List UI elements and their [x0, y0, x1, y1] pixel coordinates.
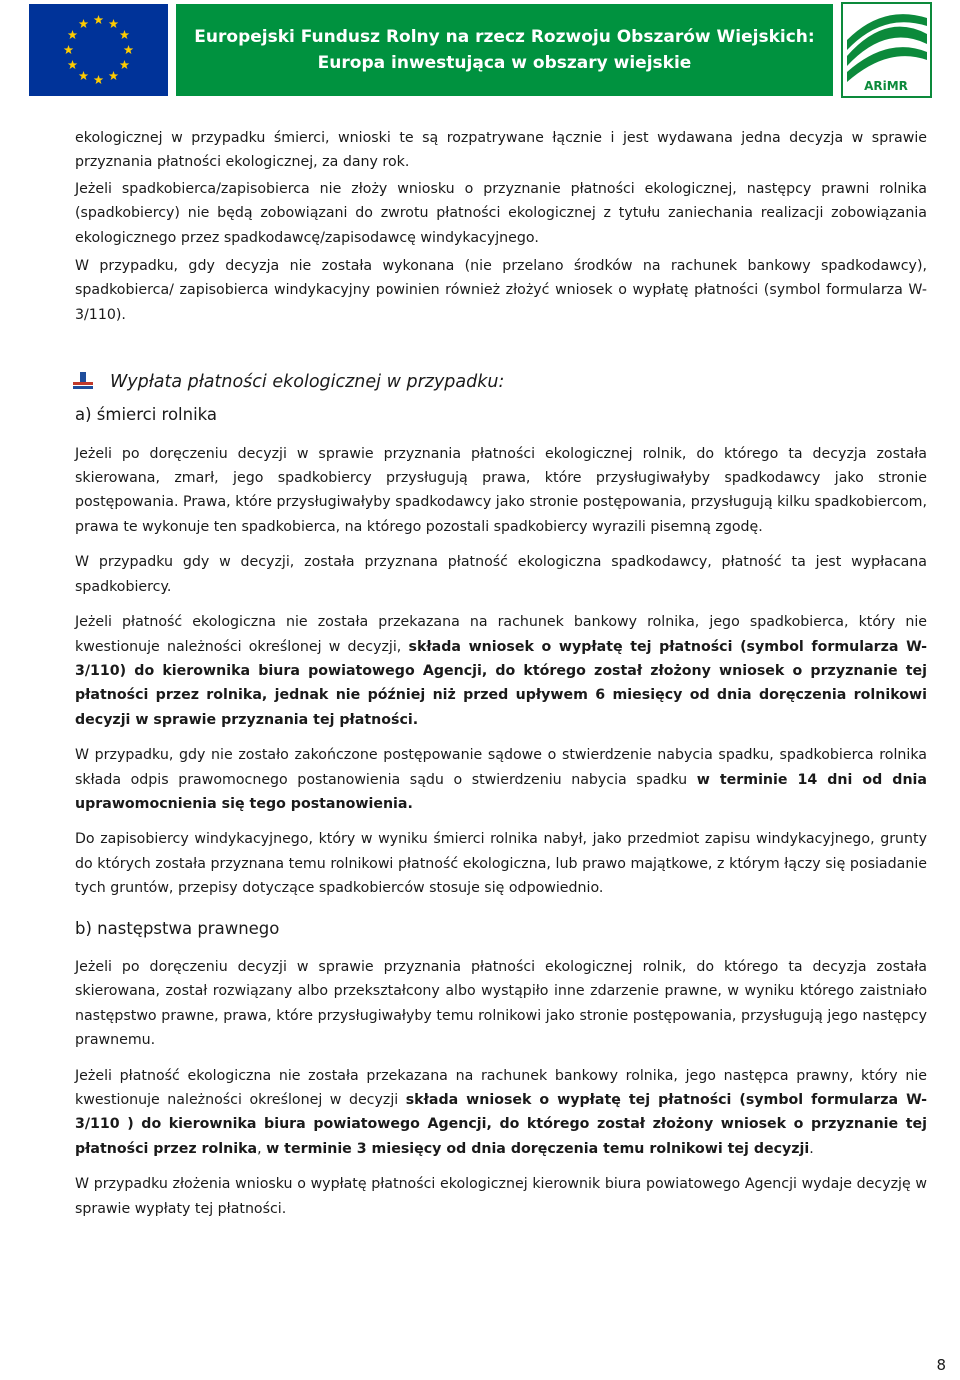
header-title-line1: Europejski Fundusz Rolny na rzecz Rozwoju Obszarów Wiejskich: — [194, 27, 815, 47]
paragraph: Jeżeli po doręczeniu decyzji w sprawie przyznania płatności ekologicznej rolnik, do którego ta decyzja została skierowana, zmarł, jego spadkobiercy przysługują prawa, które przysługiwałyby spadkodawcy jako stronie postępowania. Prawa, które przysługiwałyby spadkodawcy jako stronie postępowania, przysługują kilku spadkobiercom, prawa te wykonuje ten spadkobierca, na którego pozostali spadkobiercy wyrazili pisemną zgodę. — [75, 445, 927, 535]
subsection-heading-b: b) następstwa prawnego — [75, 918, 280, 938]
text-span: . — [809, 1140, 814, 1157]
arrow-down-bullet-icon — [72, 371, 94, 393]
document-body — [75, 126, 927, 1232]
paragraph: Jeżeli po doręczeniu decyzji w sprawie przyznania płatności ekologicznej rolnik, do którego ta decyzja została skierowana, został rozwiązany albo przekształcony albo wystąpiło inne zdarzenie prawne, w wyniku którego zaistniało następstwo prawne, prawa, które przysługiwałyby temu rolnikowi jako stronie postępowania, przysługują jego następcy prawnemu. — [75, 958, 927, 1049]
bold-text-span: w terminie 14 dni od dnia uprawomocnienia się tego postanowienia. — [75, 771, 927, 812]
paragraph — [75, 610, 927, 732]
paragraph: Jeżeli spadkobierca/zapisobierca nie złoży wniosku o przyznanie płatności ekologicznej, następcy prawni rolnika (spadkobiercy) nie będą zobowiązani do zwrotu płatności ekologicznej z tytułu zaniechania realizacji zobowiązania ekologicznego przez spadkodawcę/zapisodawcę windykacyjnego. — [75, 180, 927, 246]
text-span: Jeżeli płatność ekologiczna nie została przekazana na rachunek bankowy rolnika, jego spadkobierca, który nie kwestionuje należności określonej w decyzji, — [75, 614, 927, 655]
paragraph: W przypadku złożenia wniosku o wypłatę płatności ekologicznej kierownik biura powiatowego Agencji wydaje decyzję w sprawie wypłaty tej płatności. — [75, 1176, 927, 1217]
page-header — [0, 0, 960, 103]
eu-flag-logo — [29, 4, 168, 96]
bold-text-span: składa wniosek o wypłatę tej płatności (symbol formularza W-3/110 ) do kierownika biura powiatowego Agencji, do którego został złożony wniosek o przyznanie tej płatności przez rolnika — [75, 1092, 927, 1157]
text-span: Jeżeli płatność ekologiczna nie została przekazana na rachunek bankowy rolnika, jego następca prawny, który nie kwestionuje należności określonej w decyzji — [75, 1067, 927, 1108]
paragraph: W przypadku gdy w decyzji, została przyznana płatność ekologiczna spadkodawcy, płatność ta jest wypłacana spadkobiercy. — [75, 554, 927, 595]
arimr-logo — [841, 2, 932, 98]
section-heading — [75, 369, 927, 395]
arimr-logo-text: ARiMR — [864, 79, 908, 93]
header-title-line2: Europa inwestująca w obszary wiejskie — [317, 53, 692, 73]
bold-text-span: w terminie 3 miesięcy od dnia doręczenia temu rolnikowi tej decyzji — [266, 1140, 810, 1157]
page-number: 8 — [936, 1356, 946, 1374]
paragraph — [75, 743, 927, 816]
paragraph: Do zapisobiercy windykacyjnego, który w wyniku śmierci rolnika nabył, jako przedmiot zapisu windykacyjnego, grunty do których została przyznana temu rolnikowi płatność ekologiczna, lub prawo majątkowe, z którym łączy się posiadanie tych gruntów, przepisy dotyczące spadkobierców stosuje się odpowiednio. — [75, 831, 927, 897]
header-title-banner — [176, 4, 833, 96]
section-heading-text: Wypłata płatności ekologicznej w przypadku: — [110, 372, 505, 393]
text-span: , — [257, 1140, 267, 1157]
bold-text-span: składa wniosek o wypłatę tej płatności (symbol formularza W-3/110) do kierownika biura powiatowego Agencji, do którego został złożony wniosek o przyznanie tej płatności przez rolnika, jednak nie później niż przed upływem 6 miesięcy od dnia doręczenia rolnikowi decyzji w sprawie przyznania tej płatności. — [75, 638, 927, 728]
paragraph: ekologicznej w przypadku śmierci, wnioski te są rozpatrywane łącznie i jest wydawana jedna decyzja w sprawie przyznania płatności ekologicznej, za dany rok. — [75, 130, 927, 171]
subsection-heading-a: a) śmierci rolnika — [75, 405, 218, 425]
text-span: W przypadku, gdy nie zostało zakończone postępowanie sądowe o stwierdzenie nabycia spadku, spadkobierca rolnika składa odpis prawomocnego postanowienia sądu o stwierdzeniu nabycia spadku — [75, 747, 927, 788]
paragraph: W przypadku, gdy decyzja nie została wykonana (nie przelano środków na rachunek bankowy spadkodawcy), spadkobierca/ zapisobierca windykacyjny powinien również złożyć wniosek o wypłatę płatności (symbol formularza W-3/110). — [75, 258, 927, 323]
paragraph — [75, 1064, 927, 1162]
